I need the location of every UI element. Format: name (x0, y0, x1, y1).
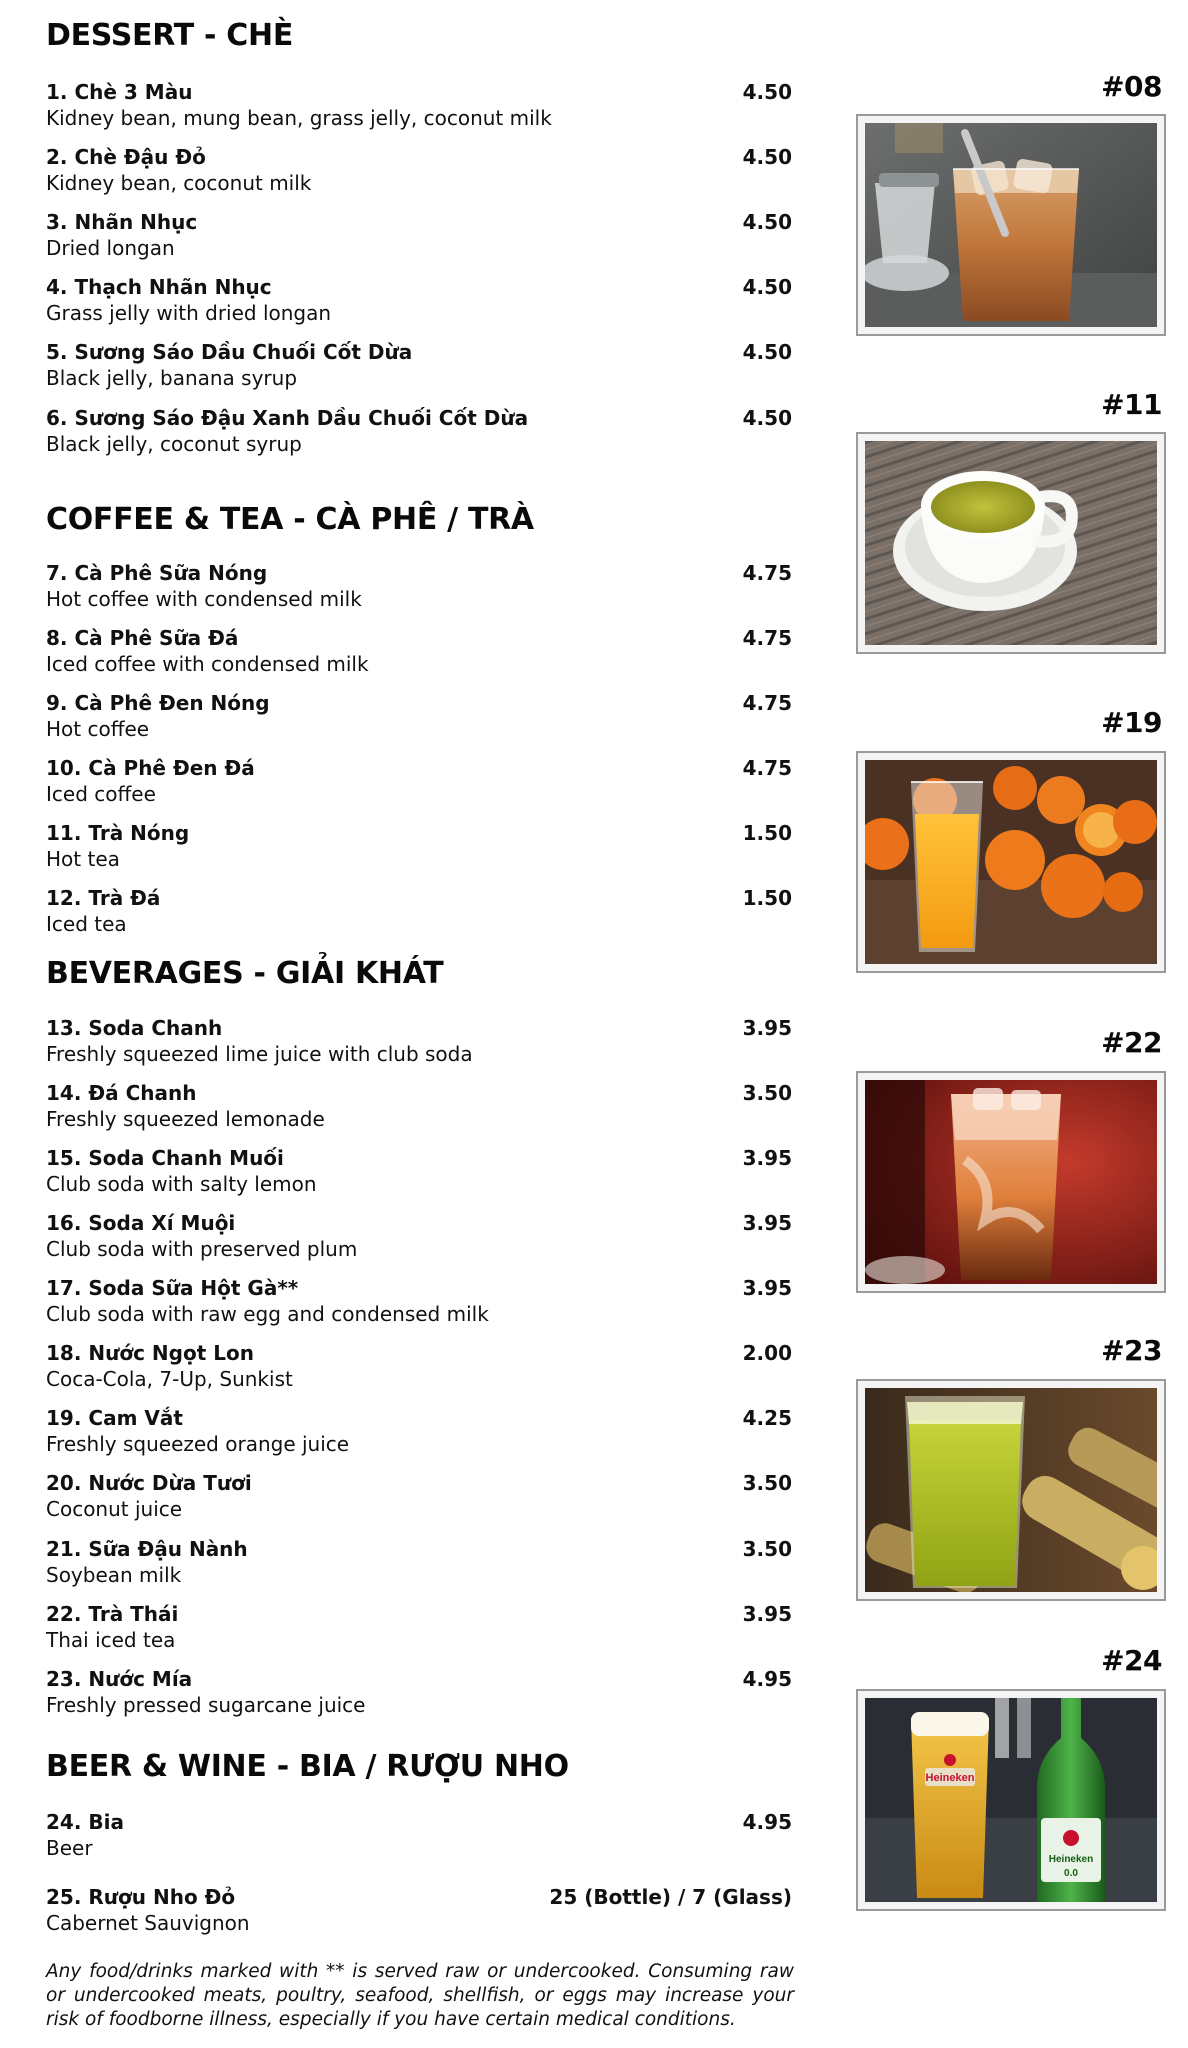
item-description: Thai iced tea (46, 1628, 176, 1652)
section-title-coffee-tea: COFFEE & TEA - CÀ PHÊ / TRÀ (46, 502, 534, 537)
item-price: 3.95 (742, 1146, 792, 1170)
section-title-beverages: BEVERAGES - GIẢI KHÁT (46, 956, 444, 991)
menu-item (46, 275, 792, 331)
item-name: 25. Rượu Nho Đỏ (46, 1885, 236, 1909)
item-price: 25 (Bottle) / 7 (Glass) (549, 1885, 792, 1909)
item-name: 24. Bia (46, 1810, 124, 1834)
item-price: 3.95 (742, 1276, 792, 1300)
photo-label-08: #08 (1101, 70, 1162, 103)
menu-item (46, 1602, 792, 1658)
item-description: Hot coffee (46, 717, 150, 741)
item-name: 15. Soda Chanh Muối (46, 1146, 284, 1170)
item-name: 14. Đá Chanh (46, 1081, 197, 1105)
raw-food-disclaimer: Any food/drinks marked with ** is served raw or undercooked. Consuming raw or undercooked meats, poultry, seafood, shellfish, or eggs may increase your risk of foodborne illness, especially if you have certain medical conditions. (46, 1961, 794, 2030)
item-name: 18. Nước Ngọt Lon (46, 1341, 254, 1365)
item-name: 22. Trà Thái (46, 1602, 179, 1626)
item-name: 8. Cà Phê Sữa Đá (46, 626, 239, 650)
item-description: Black jelly, coconut syrup (46, 432, 302, 456)
menu-item (46, 210, 792, 266)
photo-label-24: #24 (1101, 1644, 1162, 1677)
item-description: Kidney bean, mung bean, grass jelly, coconut milk (46, 106, 552, 130)
photo-label-11: #11 (1101, 388, 1162, 421)
item-price: 1.50 (742, 821, 792, 845)
section-title-dessert: DESSERT - CHÈ (46, 18, 294, 53)
item-description: Freshly squeezed lemonade (46, 1107, 325, 1131)
iced-coffee-image (865, 123, 1157, 327)
item-name: 7. Cà Phê Sữa Nóng (46, 561, 268, 585)
item-name: 23. Nước Mía (46, 1667, 193, 1691)
menu-item (46, 1081, 792, 1137)
bottle-badge-text: 0.0 (1064, 1868, 1078, 1879)
beer-image (865, 1698, 1157, 1902)
item-price: 4.75 (742, 756, 792, 780)
menu-item (46, 691, 792, 747)
item-price: 3.50 (742, 1471, 792, 1495)
item-price: 4.50 (742, 406, 792, 430)
item-name: 10. Cà Phê Đen Đá (46, 756, 255, 780)
item-name: 21. Sữa Đậu Nành (46, 1537, 248, 1561)
photo-hot-tea (856, 432, 1166, 654)
item-name: 9. Cà Phê Đen Nóng (46, 691, 270, 715)
item-name: 6. Sương Sáo Đậu Xanh Dầu Chuối Cốt Dừa (46, 406, 529, 430)
item-price: 4.50 (742, 80, 792, 104)
item-description: Grass jelly with dried longan (46, 301, 332, 325)
menu-item (46, 561, 792, 617)
item-name: 2. Chè Đậu Đỏ (46, 145, 206, 169)
photo-label-23: #23 (1101, 1334, 1162, 1367)
item-name: 19. Cam Vắt (46, 1406, 183, 1430)
item-description: Freshly pressed sugarcane juice (46, 1693, 366, 1717)
photo-label-22: #22 (1101, 1026, 1162, 1059)
item-description: Soybean milk (46, 1563, 182, 1587)
menu-item (46, 756, 792, 812)
menu-item (46, 406, 792, 462)
sugarcane-juice-image (865, 1388, 1157, 1592)
photo-label-19: #19 (1101, 706, 1162, 739)
hot-tea-image (865, 441, 1157, 645)
item-name: 11. Trà Nóng (46, 821, 190, 845)
photo-orange-juice (856, 751, 1166, 973)
item-price: 3.50 (742, 1081, 792, 1105)
item-price: 4.75 (742, 691, 792, 715)
menu-item (46, 1146, 792, 1202)
item-name: 5. Sương Sáo Dầu Chuối Cốt Dừa (46, 340, 413, 364)
thai-iced-tea-image (865, 1080, 1157, 1284)
item-description: Kidney bean, coconut milk (46, 171, 312, 195)
menu-item (46, 1016, 792, 1072)
menu-item (46, 1667, 792, 1723)
item-price: 3.95 (742, 1016, 792, 1040)
photo-iced-coffee (856, 114, 1166, 336)
menu-item (46, 340, 792, 396)
menu-item (46, 626, 792, 682)
item-price: 4.95 (742, 1667, 792, 1691)
item-description: Beer (46, 1836, 93, 1860)
item-description: Iced coffee with condensed milk (46, 652, 369, 676)
menu-item (46, 1406, 792, 1462)
glass-brand-text: Heineken (925, 1772, 975, 1784)
bottle-brand-text: Heineken (1048, 1854, 1094, 1865)
item-description: Club soda with preserved plum (46, 1237, 358, 1261)
item-description: Iced coffee (46, 782, 156, 806)
item-description: Dried longan (46, 236, 175, 260)
item-price: 4.50 (742, 275, 792, 299)
menu-item (46, 1537, 792, 1593)
section-title-beer-wine: BEER & WINE - BIA / RƯỢU NHO (46, 1749, 569, 1784)
item-name: 12. Trà Đá (46, 886, 161, 910)
item-price: 4.75 (742, 626, 792, 650)
item-price: 2.00 (742, 1341, 792, 1365)
menu-item (46, 1810, 792, 1866)
menu-item (46, 145, 792, 201)
item-description: Coconut juice (46, 1497, 183, 1521)
menu-item (46, 1276, 792, 1332)
photo-thai-iced-tea (856, 1071, 1166, 1293)
item-description: Club soda with salty lemon (46, 1172, 317, 1196)
orange-juice-image (865, 760, 1157, 964)
menu-item (46, 886, 792, 942)
item-description: Hot coffee with condensed milk (46, 587, 362, 611)
item-description: Iced tea (46, 912, 127, 936)
item-description: Black jelly, banana syrup (46, 366, 298, 390)
item-description: Cabernet Sauvignon (46, 1911, 250, 1935)
menu-item (46, 1211, 792, 1267)
item-description: Club soda with raw egg and condensed milk (46, 1302, 489, 1326)
item-description: Freshly squeezed lime juice with club soda (46, 1042, 473, 1066)
item-name: 16. Soda Xí Muội (46, 1211, 236, 1235)
item-price: 3.95 (742, 1211, 792, 1235)
item-description: Freshly squeezed orange juice (46, 1432, 350, 1456)
photo-beer (856, 1689, 1166, 1911)
item-description: Coca-Cola, 7-Up, Sunkist (46, 1367, 293, 1391)
item-description: Hot tea (46, 847, 120, 871)
menu-item (46, 80, 792, 136)
item-name: 20. Nước Dừa Tươi (46, 1471, 252, 1495)
item-name: 13. Soda Chanh (46, 1016, 223, 1040)
item-name: 4. Thạch Nhãn Nhục (46, 275, 272, 299)
menu-item (46, 1341, 792, 1397)
menu-item (46, 1885, 792, 1941)
item-price: 3.95 (742, 1602, 792, 1626)
item-price: 4.95 (742, 1810, 792, 1834)
item-name: 1. Chè 3 Màu (46, 80, 193, 104)
item-price: 4.50 (742, 210, 792, 234)
item-price: 4.50 (742, 340, 792, 364)
photo-sugarcane-juice (856, 1379, 1166, 1601)
item-name: 3. Nhãn Nhục (46, 210, 198, 234)
item-price: 1.50 (742, 886, 792, 910)
item-name: 17. Soda Sữa Hột Gà** (46, 1276, 299, 1300)
item-price: 4.25 (742, 1406, 792, 1430)
item-price: 3.50 (742, 1537, 792, 1561)
item-price: 4.75 (742, 561, 792, 585)
menu-item (46, 1471, 792, 1527)
item-price: 4.50 (742, 145, 792, 169)
menu-item (46, 821, 792, 877)
